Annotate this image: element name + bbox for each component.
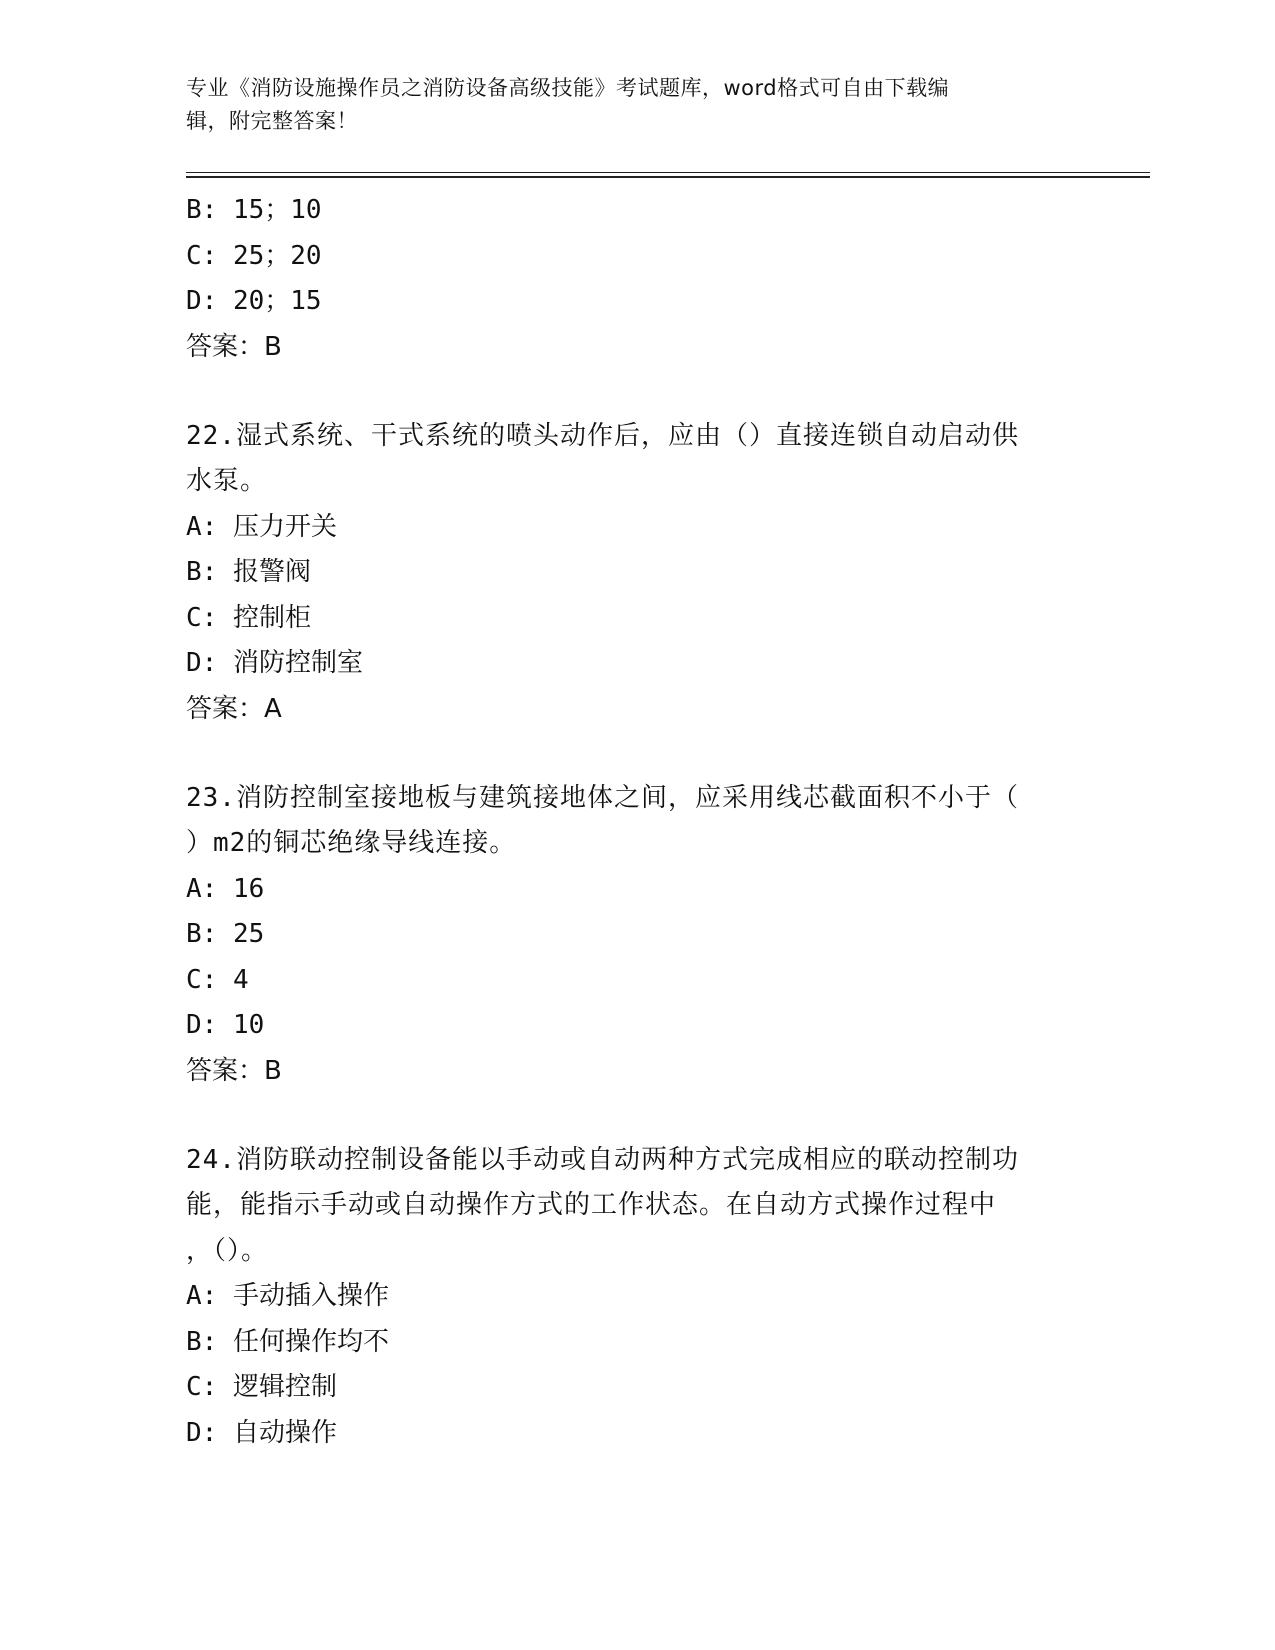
question-text-line: 能，能指示手动或自动操作方式的工作状态。在自动方式操作过程中 — [186, 1190, 997, 1220]
answer: 答案：B — [186, 331, 282, 362]
option-c: C: 4 — [186, 964, 249, 995]
question-24 — [186, 1138, 1086, 1457]
option-b: B: 报警阀 — [186, 557, 311, 587]
question-text-line: 水泵。 — [186, 466, 268, 496]
answer: 答案：B — [186, 1055, 282, 1086]
option-b: B: 15；10 — [186, 195, 322, 225]
option-a: A: 压力开关 — [186, 511, 337, 542]
question-text-line: ）m2的铜芯绝缘导线连接。 — [186, 828, 517, 858]
question-text-line: 23.消防控制室接地板与建筑接地体之间，应采用线芯截面积不小于（ — [186, 782, 1019, 813]
document-header — [186, 72, 1066, 138]
option-d: D: 20；15 — [186, 286, 322, 316]
question-text-line: ，（）。 — [186, 1235, 269, 1266]
option-d: D: 消防控制室 — [186, 648, 363, 678]
answer: 答案：A — [186, 693, 282, 724]
option-d: D: 自动操作 — [186, 1417, 337, 1448]
option-c: C: 逻辑控制 — [186, 1372, 337, 1402]
question-23 — [186, 776, 1086, 1094]
question-text-line: 24.消防联动控制设备能以手动或自动两种方式完成相应的联动控制功 — [186, 1144, 1019, 1175]
header-line-2: 辑，附完整答案！ — [186, 109, 358, 133]
option-b: B: 任何操作均不 — [186, 1326, 389, 1357]
option-c: C: 控制柜 — [186, 602, 311, 633]
option-a: A: 16 — [186, 873, 265, 904]
header-rule-thin — [186, 172, 1150, 173]
option-b: B: 25 — [186, 919, 265, 949]
header-line-1: 专业《消防设施操作员之消防设备高级技能》考试题库，word格式可自由下载编 — [186, 76, 950, 100]
option-a: A: 手动插入操作 — [186, 1281, 389, 1311]
header-rule-thick — [186, 176, 1150, 178]
option-d: D: 10 — [186, 1010, 265, 1040]
question-22 — [186, 414, 1086, 732]
question-list — [186, 188, 1086, 1456]
option-c: C: 25；20 — [186, 240, 322, 271]
prev-question — [186, 188, 1086, 370]
question-text-line: 22.湿式系统、干式系统的喷头动作后，应由（）直接连锁自动启动供 — [186, 420, 1019, 451]
